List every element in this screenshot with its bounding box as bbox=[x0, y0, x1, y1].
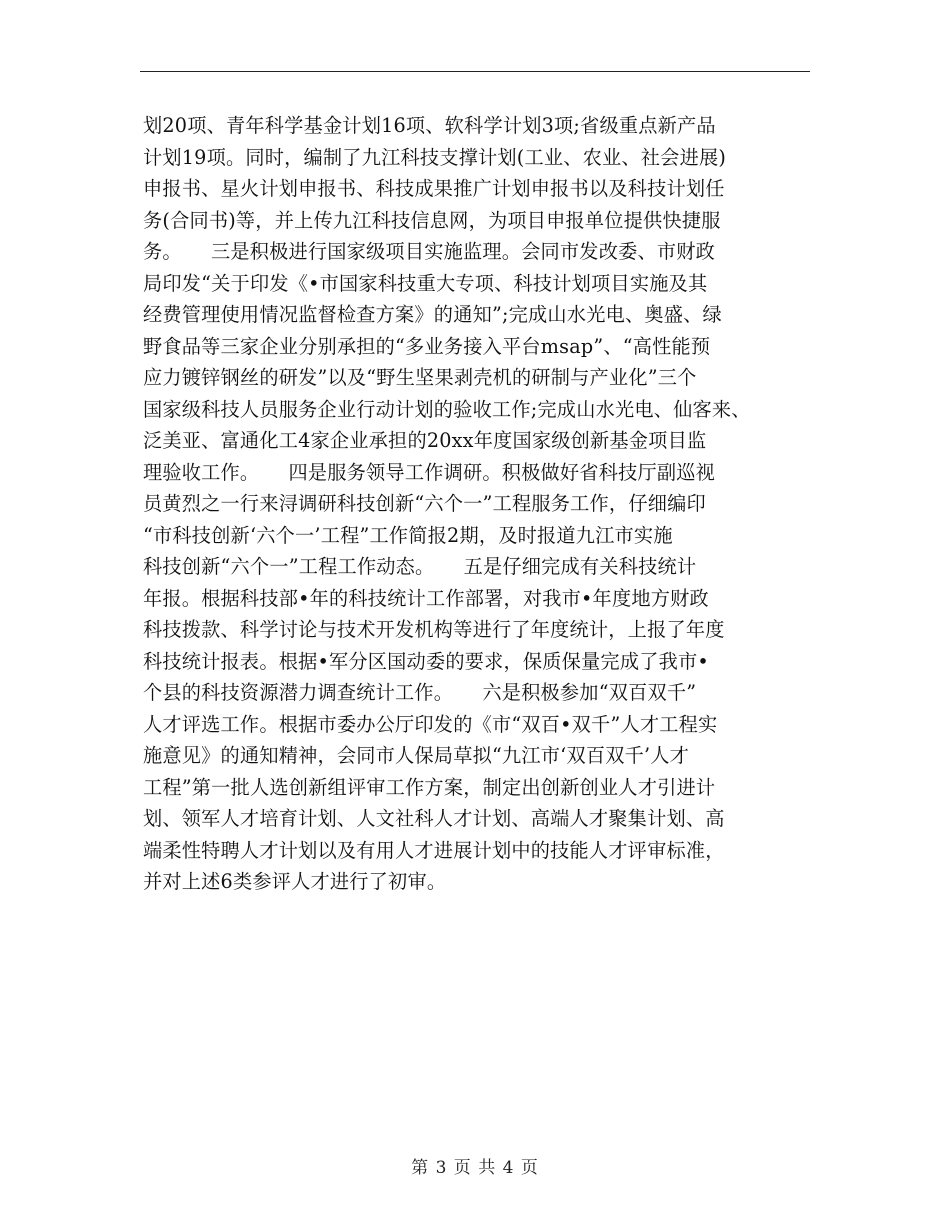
text-line: 务。 三是积极进行国家级项目实施监理。会同市发改委、市财政 bbox=[143, 240, 716, 263]
text-line: 务(合同书)等，并上传九江科技信息网，为项目申报单位提供快捷服 bbox=[143, 208, 721, 232]
text-line: 国家级科技人员服务企业行动计划的验收工作;完成山水光电、仙客来、 bbox=[143, 397, 751, 421]
text-line: 并对上述6类参评人才进行了初审。 bbox=[143, 870, 447, 893]
text-line: 局印发“关于印发《•市国家科技重大专项、科技计划项目实施及其 bbox=[143, 271, 708, 295]
text-line: 泛美亚、富通化工4家企业承担的20xx年度国家级创新基金项目监 bbox=[143, 429, 707, 452]
text-line: 科技拨款、科学讨论与技术开发机构等进行了年度统计，上报了年度 bbox=[143, 618, 725, 641]
text-line: 理验收工作。 四是服务领导工作调研。积极做好省科技厅副巡视 bbox=[143, 460, 716, 484]
text-line: “市科技创新‘六个一’工程”工作简报2期，及时报道九江市实施 bbox=[143, 523, 673, 547]
text-line: 申报书、星火计划申报书、科技成果推广计划申报书以及科技计划任 bbox=[143, 177, 725, 200]
text-line: 年报。根据科技部•年的科技统计工作部署，对我市•年度地方财政 bbox=[143, 586, 709, 610]
text-line: 经费管理使用情况监督检查方案》的通知”;完成山水光电、奥盛、绿 bbox=[143, 303, 722, 326]
text-line: 工程”第一批人选创新组评审工作方案，制定出创新创业人才引进计 bbox=[143, 775, 716, 799]
text-line: 划、领军人才培育计划、人文社科人才计划、高端人才聚集计划、高 bbox=[143, 807, 725, 830]
text-line: 科技统计报表。根据•军分区国动委的要求，保质保量完成了我市• bbox=[143, 649, 709, 673]
text-line: 员黄烈之一行来浔调研科技创新“六个一”工程服务工作，仔细编印 bbox=[143, 492, 706, 515]
text-line: 应力镀锌钢丝的研发”以及“野生坚果剥壳机的研制与产业化”三个 bbox=[143, 366, 697, 389]
text-line: 施意见》的通知精神，会同市人保局草拟“九江市‘双百双千’人才 bbox=[143, 744, 690, 767]
text-line: 野食品等三家企业分别承担的“多业务接入平台msap”、“高性能预 bbox=[143, 334, 711, 358]
document-body bbox=[143, 110, 813, 898]
text-line: 人才评选工作。根据市委办公厅印发的《市“双百•双千”人才工程实 bbox=[143, 712, 718, 736]
text-line: 端柔性特聘人才计划以及有用人才进展计划中的技能人才评审标准， bbox=[143, 838, 725, 862]
page-number-footer: 第 3 页 共 4 页 bbox=[411, 1158, 539, 1178]
text-line: 科技创新“六个一”工程工作动态。 五是仔细完成有关科技统计 bbox=[143, 555, 697, 578]
text-line: 计划19项。同时，编制了九江科技支撑计划(工业、农业、社会进展) bbox=[143, 145, 727, 169]
text-line: 个县的科技资源潜力调查统计工作。 六是积极参加“双百双千” bbox=[143, 681, 697, 704]
text-line: 划20项、青年科学基金计划16项、软科学计划3项;省级重点新产品 bbox=[143, 114, 716, 137]
header-rule bbox=[140, 71, 810, 72]
